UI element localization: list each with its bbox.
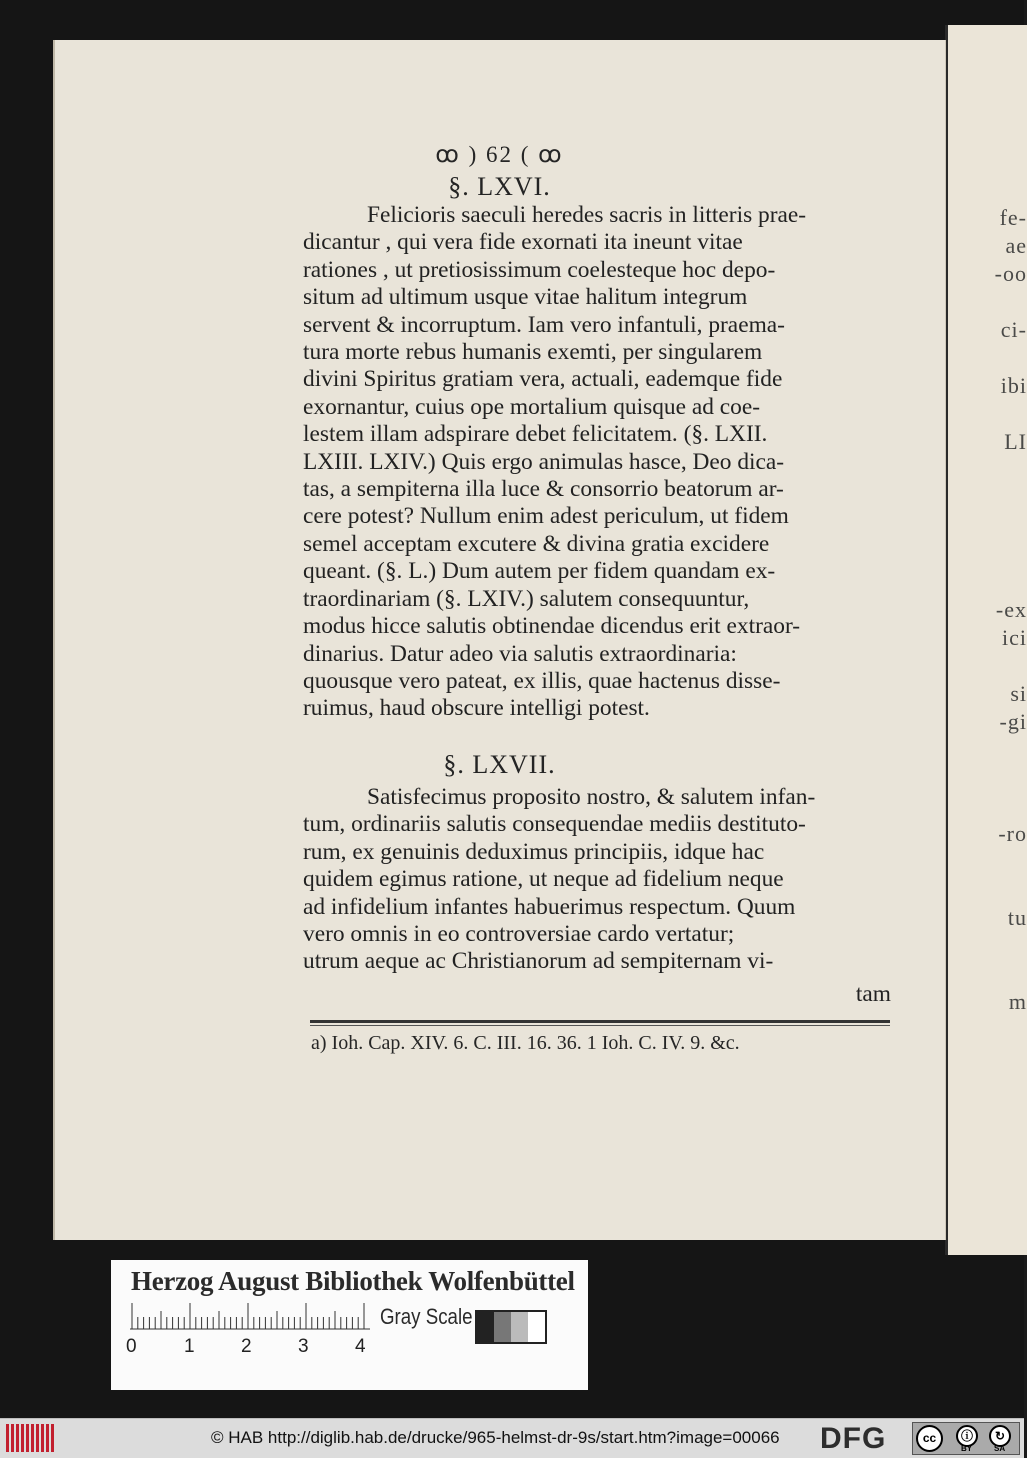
text-line: ad infidelium infantes habuerimus respectum. Quum bbox=[303, 893, 796, 920]
viewer-footer bbox=[0, 1418, 1024, 1458]
section-title-lxvi: §. LXVI. bbox=[448, 172, 551, 201]
text-line: Satisfecimus proposito nostro, & salutem infan- bbox=[367, 784, 816, 810]
ruler-number: 3 bbox=[298, 1336, 309, 1357]
text-line: divini Spiritus gratiam vera, actuali, eademque fide bbox=[303, 366, 783, 393]
library-color-card bbox=[111, 1260, 588, 1390]
share-alike-icon: ↻ bbox=[989, 1425, 1011, 1447]
text-line: tas, a sempiterna illa luce & consorrio beatorum ar- bbox=[303, 476, 784, 503]
gray-scale-swatch bbox=[475, 1310, 547, 1344]
text-line: quidem egimus ratione, ut neque ad fidelium neque bbox=[303, 866, 784, 893]
text-line: exornantur, cuius ope mortalium quisque ad coe- bbox=[303, 393, 760, 420]
hab-logo-icon[interactable] bbox=[6, 1424, 54, 1452]
cc-license-badge[interactable] bbox=[912, 1422, 1020, 1455]
ruler-number: 1 bbox=[184, 1336, 195, 1357]
text-line: vero omnis in eo controversiae cardo vertatur; bbox=[303, 921, 735, 948]
library-name: Herzog August Bibliothek Wolfenbüttel bbox=[131, 1266, 575, 1296]
ruler-number: 4 bbox=[355, 1336, 366, 1357]
gray-swatch-black bbox=[477, 1312, 494, 1342]
page-header: ꝏ ) 62 ( ꝏ bbox=[435, 142, 564, 167]
section-body-lxvi bbox=[303, 202, 889, 723]
dfg-logo[interactable]: DFG bbox=[820, 1422, 887, 1455]
catchword: tam bbox=[855, 981, 891, 1007]
text-line: rationes , ut pretiosissimum coelesteque hoc depo- bbox=[303, 256, 776, 283]
adjacent-page-edge: fe- ae -oo ci- ibi LI -ex ici si -gi -ro tu m bbox=[945, 25, 1027, 1255]
text-line: lestem illam adspirare debet felicitatem. (§. LXII. bbox=[303, 421, 768, 448]
text-line: Felicioris saeculi heredes sacris in litteris prae- bbox=[367, 202, 807, 228]
text-line: tum, ordinariis salutis consequendae mediis destituto- bbox=[303, 811, 806, 838]
text-line: dinarius. Datur adeo via salutis extraordinaria: bbox=[303, 640, 737, 667]
book-page bbox=[53, 40, 946, 1240]
gray-scale-label: Gray Scale bbox=[380, 1304, 473, 1329]
text-line: cere potest? Nullum enim adest periculum, ut fidem bbox=[303, 503, 789, 530]
text-line: servent & incorruptum. Iam vero infantuli, praema- bbox=[303, 311, 785, 338]
ruler-number: 2 bbox=[241, 1336, 252, 1357]
by-label: BY bbox=[961, 1444, 973, 1453]
text-line: tura morte rebus humanis exemti, per singularem bbox=[303, 339, 763, 366]
gray-swatch-dark bbox=[494, 1312, 511, 1342]
text-line: rum, ex genuinis deduximus principiis, idque hac bbox=[303, 838, 765, 865]
ruler-number: 0 bbox=[126, 1336, 137, 1357]
text-line: situm ad ultimum usque vitae halitum integrum bbox=[303, 284, 748, 311]
person-icon: ⓘ bbox=[956, 1425, 978, 1447]
footnote-rule bbox=[310, 1020, 890, 1026]
text-line: ruimus, haud obscure intelligi potest. bbox=[303, 695, 650, 722]
text-line: quousque vero pateat, ex illis, quae hactenus disse- bbox=[303, 667, 781, 694]
gray-swatch-white bbox=[528, 1312, 545, 1342]
section-body-lxvii bbox=[303, 784, 889, 976]
text-line: semel acceptam excutere & divina gratia excidere bbox=[303, 530, 770, 557]
text-line: traordinariam (§. LXIV.) salutem consequuntur, bbox=[303, 585, 750, 612]
footnote: a) Ioh. Cap. XIV. 6. C. III. 16. 36. 1 Ioh. C. IV. 9. &c. bbox=[311, 1032, 740, 1054]
text-line: modus hicce salutis obtinendae dicendus erit extraor- bbox=[303, 613, 801, 640]
sa-label: SA bbox=[994, 1444, 1006, 1453]
text-line: utrum aeque ac Christianorum ad sempiternam vi- bbox=[303, 948, 774, 975]
source-link[interactable]: © HAB http://diglib.hab.de/drucke/965-helmst-dr-9s/start.htm?image=00066 bbox=[211, 1428, 780, 1447]
text-line: queant. (§. L.) Dum autem per fidem quandam ex- bbox=[303, 558, 776, 585]
section-title-lxvii: §. LXVII. bbox=[443, 750, 556, 779]
ruler-icon bbox=[130, 1302, 370, 1330]
text-line: LXIII. LXIV.) Quis ergo animulas hasce, Deo dica- bbox=[303, 448, 785, 475]
gray-swatch-light bbox=[511, 1312, 528, 1342]
text-line: dicantur , qui vera fide exornati ita ineunt vitae bbox=[303, 229, 743, 256]
cc-icon: cc bbox=[916, 1425, 943, 1452]
